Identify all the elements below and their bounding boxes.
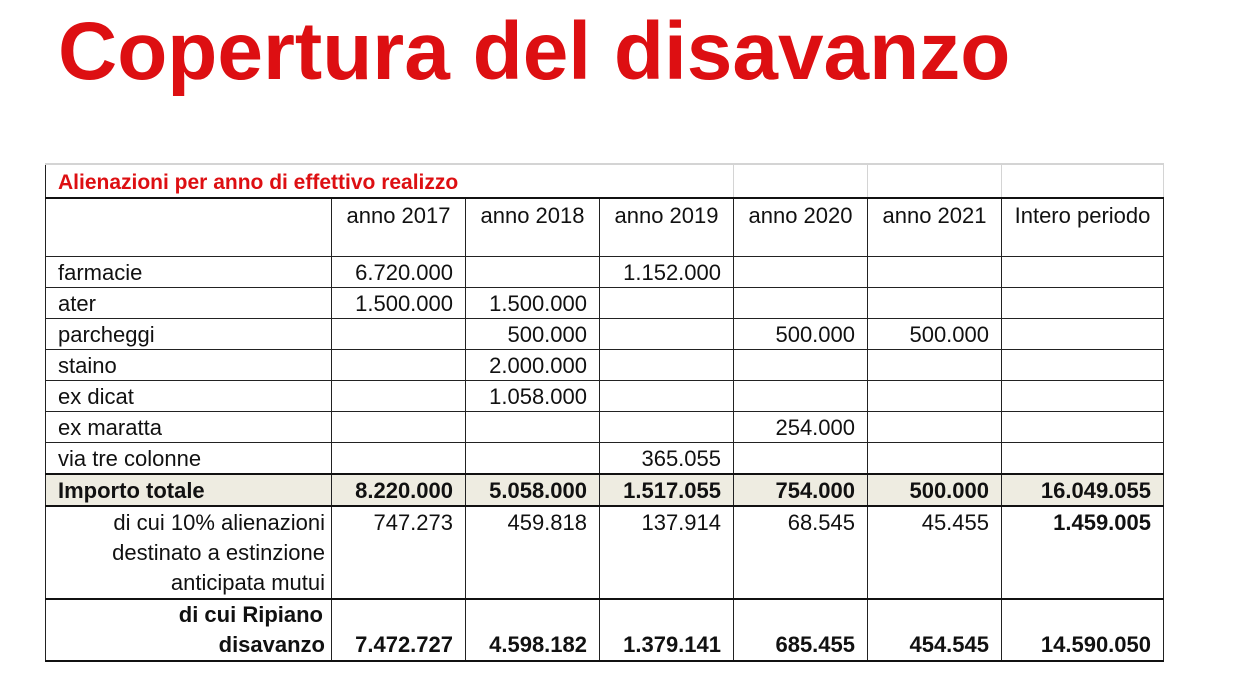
total-cell: 16.049.055 [1002,474,1164,506]
table-cell [1002,350,1164,381]
row-label: via tre colonne [46,443,332,475]
table-row [46,412,1164,443]
table-cell: 500.000 [868,319,1002,350]
row-label: ater [46,288,332,319]
table-cell: 1.152.000 [600,257,734,288]
table-cell [868,257,1002,288]
table-cell: 1.500.000 [332,288,466,319]
empty-cell [734,164,868,198]
deficit-share-cell: 685.455 [734,599,868,661]
empty-cell [868,164,1002,198]
alienazioni-table [45,163,1164,662]
label-line: di cui 10% alienazioni [113,510,325,535]
debt-share-label [46,506,332,599]
label-line: anticipata mutui [170,570,325,595]
table-cell [466,412,600,443]
column-header: anno 2017 [332,198,466,257]
row-label: ex maratta [46,412,332,443]
deficit-share-cell: 7.472.727 [332,599,466,661]
row-label: parcheggi [46,319,332,350]
table-cell: 1.500.000 [466,288,600,319]
table-cell [868,288,1002,319]
empty-cell [1002,164,1164,198]
total-cell: 500.000 [868,474,1002,506]
table-cell: 500.000 [734,319,868,350]
deficit-share-cell: 14.590.050 [1002,599,1164,661]
total-cell: 754.000 [734,474,868,506]
table-cell [868,412,1002,443]
deficit-share-cell: 4.598.182 [466,599,600,661]
header-empty-cell [46,198,332,257]
debt-share-cell: 137.914 [600,506,734,599]
table-cell: 365.055 [600,443,734,475]
label-line: di cui Ripiano [178,602,323,627]
column-header: anno 2021 [868,198,1002,257]
debt-share-cell: 747.273 [332,506,466,599]
table-cell [466,443,600,475]
table-cell: 254.000 [734,412,868,443]
row-label: staino [46,350,332,381]
column-header: anno 2020 [734,198,868,257]
deficit-share-cell: 1.379.141 [600,599,734,661]
table-cell [600,381,734,412]
table-cell [332,319,466,350]
column-header: anno 2018 [466,198,600,257]
table-cell [1002,257,1164,288]
column-header: anno 2019 [600,198,734,257]
total-cell: 8.220.000 [332,474,466,506]
table-cell [734,257,868,288]
deficit-share-label [46,599,332,661]
debt-share-cell: 459.818 [466,506,600,599]
table-cell [1002,412,1164,443]
table-cell [734,381,868,412]
debt-share-cell: 45.455 [868,506,1002,599]
table-row [46,319,1164,350]
table-cell: 1.058.000 [466,381,600,412]
total-cell: 5.058.000 [466,474,600,506]
table-cell: 6.720.000 [332,257,466,288]
debt-share-cell: 1.459.005 [1002,506,1164,599]
column-header: Intero periodo [1002,198,1164,257]
table-cell [600,288,734,319]
table-cell [1002,319,1164,350]
table-row [46,350,1164,381]
deficit-share-cell: 454.545 [868,599,1002,661]
table-cell: 2.000.000 [466,350,600,381]
table-row [46,443,1164,475]
table-cell [868,350,1002,381]
table-cell [1002,381,1164,412]
table-cell [332,412,466,443]
table-row [46,257,1164,288]
table-cell [466,257,600,288]
table-cell [868,381,1002,412]
deficit-share-row [46,599,1164,661]
table-caption-row [46,164,1164,198]
row-label: ex dicat [46,381,332,412]
table-cell [600,350,734,381]
debt-share-cell: 68.545 [734,506,868,599]
debt-share-row [46,506,1164,599]
table-cell [332,350,466,381]
table-cell [734,443,868,475]
table-row [46,288,1164,319]
label-line: disavanzo [218,632,325,657]
table-cell [600,319,734,350]
table-cell [868,443,1002,475]
table-cell [1002,443,1164,475]
table-cell [332,381,466,412]
table-cell [600,412,734,443]
table-caption: Alienazioni per anno di effettivo realizzo [46,164,734,198]
table-row [46,381,1164,412]
total-label: Importo totale [46,474,332,506]
table-cell [332,443,466,475]
total-row [46,474,1164,506]
total-cell: 1.517.055 [600,474,734,506]
table-cell [1002,288,1164,319]
page-title: Copertura del disavanzo [58,6,1011,97]
table-cell [734,288,868,319]
table-cell: 500.000 [466,319,600,350]
table-cell [734,350,868,381]
table-header-row [46,198,1164,257]
label-line: destinato a estinzione [112,540,325,565]
row-label: farmacie [46,257,332,288]
